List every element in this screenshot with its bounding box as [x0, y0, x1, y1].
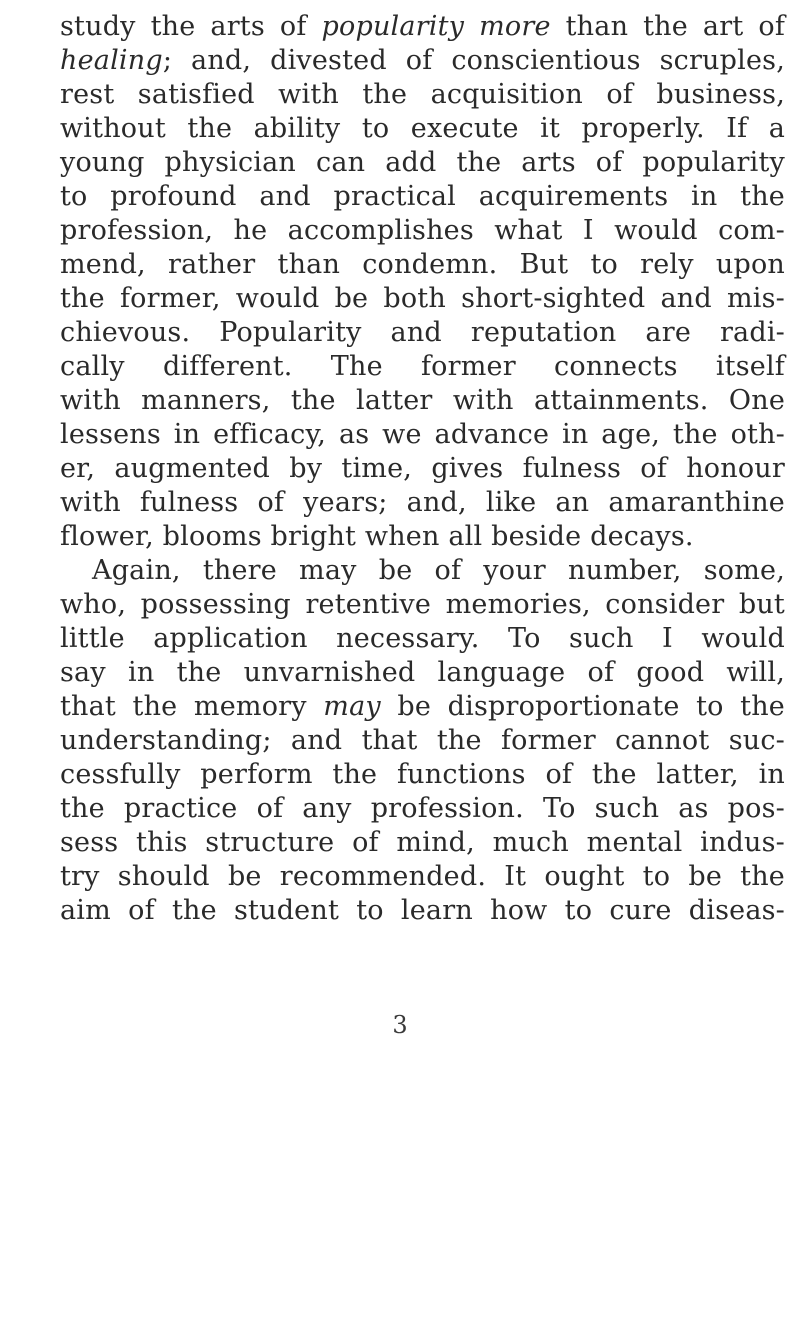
text-line: who, possessing retentive memories, consider but — [60, 589, 785, 620]
text-line — [60, 690, 785, 724]
text-line: try should be recommended. It ought to be the — [60, 861, 785, 892]
text-line: rest satisfied with the acquisition of business, — [60, 79, 785, 110]
text-line: young physician can add the arts of popularity — [60, 147, 785, 178]
italic-text: healing — [60, 45, 163, 76]
page-number: 3 — [392, 1011, 408, 1039]
text-line: profession, he accomplishes what I would com- — [60, 215, 785, 246]
text-line: chievous. Popularity and reputation are radi- — [60, 317, 785, 348]
text-line: little application necessary. To such I would — [60, 623, 785, 654]
text-line: the practice of any profession. To such as pos- — [60, 793, 785, 824]
text-span: that the memory — [60, 691, 324, 722]
text-line: lessens in efficacy, as we advance in age, the oth- — [60, 419, 785, 450]
text-line: to profound and practical acquirements in the — [60, 181, 785, 212]
text-line: cally different. The former connects itself — [60, 351, 785, 382]
text-line: say in the unvarnished language of good will, — [60, 657, 785, 688]
text-line: cessfully perform the functions of the latter, in — [60, 759, 785, 790]
text-span: ; and, divested of conscientious scruples, — [162, 45, 785, 76]
text-span: be disproportionate to the — [380, 691, 785, 722]
italic-text: popularity more — [321, 11, 551, 42]
text-span: study the arts of — [60, 11, 322, 42]
text-line: with fulness of years; and, like an amaranthine — [60, 487, 785, 518]
text-line: sess this structure of mind, much mental indus- — [60, 827, 785, 858]
text-line — [60, 44, 785, 78]
text-line: mend, rather than condemn. But to rely upon — [60, 249, 785, 280]
italic-text: may — [323, 691, 381, 722]
text-line: er, augmented by time, gives fulness of honour — [60, 453, 785, 484]
text-line: flower, blooms bright when all beside decays. — [60, 521, 694, 552]
text-line: the former, would be both short-sighted and mis- — [60, 283, 785, 314]
text-line: without the ability to execute it properly. If a — [60, 113, 785, 144]
text-line — [60, 10, 785, 44]
paragraph-start-line: Again, there may be of your number, some, — [92, 555, 785, 586]
text-line: with manners, the latter with attainments. One — [60, 385, 785, 416]
text-line: aim of the student to learn how to cure diseas- — [60, 895, 785, 926]
text-span: than the art of — [550, 11, 786, 42]
text-line: understanding; and that the former cannot suc- — [60, 725, 785, 756]
